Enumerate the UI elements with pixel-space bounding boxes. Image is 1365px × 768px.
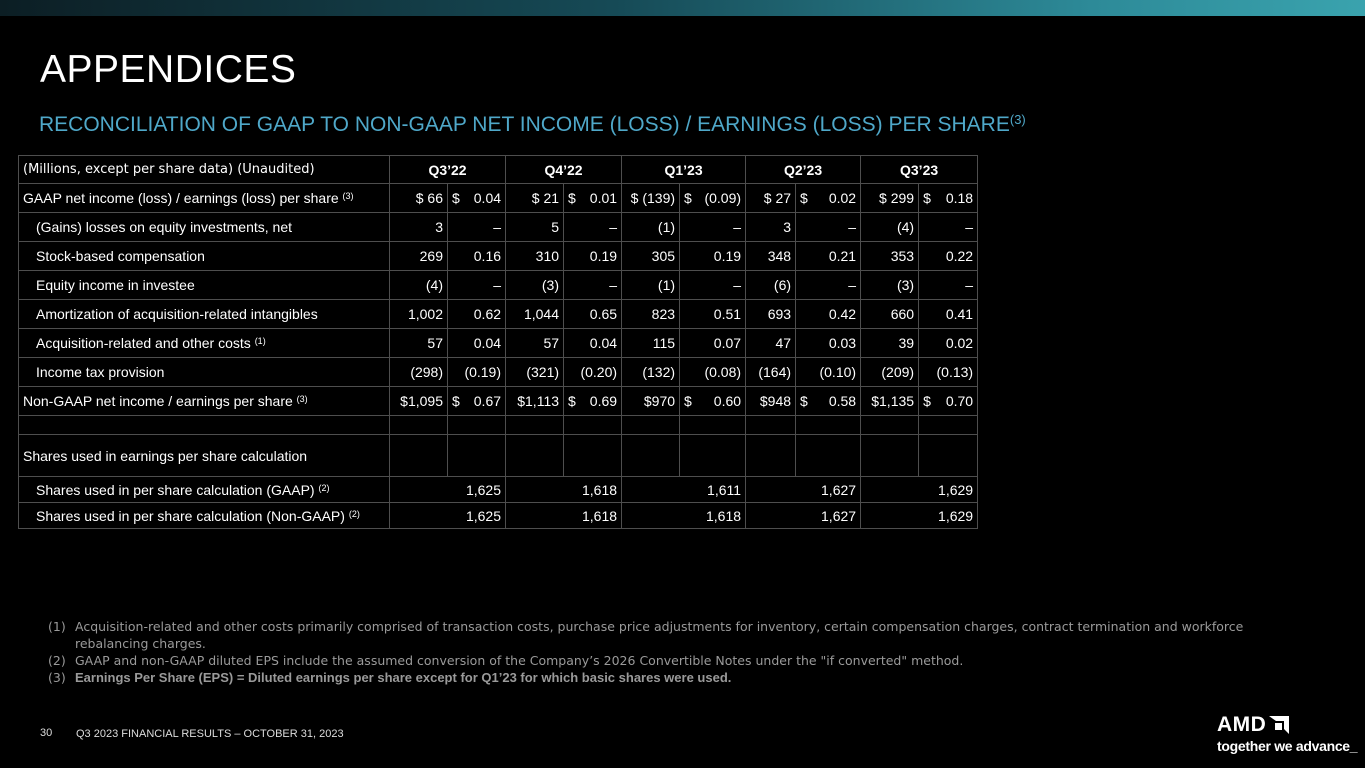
amount-cell: 115 <box>622 329 680 358</box>
shares-heading-row <box>19 435 978 477</box>
eps-value: 0.02 <box>945 335 974 351</box>
amount-cell: (321) <box>506 358 564 387</box>
eps-value: – <box>848 277 857 293</box>
eps-value: 0.69 <box>589 393 618 409</box>
row-label-text: (Gains) losses on equity investments, net <box>36 219 293 235</box>
amd-logo <box>1217 713 1358 754</box>
shares-value: 1,625 <box>390 503 506 529</box>
footnote-ref: (2) <box>348 508 360 519</box>
row-label <box>19 271 390 300</box>
currency-symbol: $ <box>568 393 576 409</box>
empty-cell <box>796 435 861 477</box>
eps-cell <box>919 329 978 358</box>
eps-value: – <box>965 219 974 235</box>
amount-cell: (6) <box>746 271 796 300</box>
amd-arrow-icon <box>1269 716 1289 734</box>
row-label-text: Amortization of acquisition-related intangibles <box>36 306 318 322</box>
eps-cell <box>796 300 861 329</box>
eps-value: (0.08) <box>704 364 742 380</box>
empty-cell <box>796 416 861 435</box>
eps-cell <box>564 213 622 242</box>
eps-value: – <box>493 277 502 293</box>
amount-cell: (4) <box>861 213 919 242</box>
row-label <box>19 213 390 242</box>
shares-value: 1,629 <box>861 477 978 503</box>
shares-row <box>19 503 978 529</box>
eps-cell <box>564 271 622 300</box>
amount-cell: $1,095 <box>390 387 448 416</box>
amount-cell: 39 <box>861 329 919 358</box>
table-row <box>19 271 978 300</box>
currency-symbol: $ <box>923 393 931 409</box>
empty-cell <box>390 416 448 435</box>
amount-cell: (132) <box>622 358 680 387</box>
amount-cell: 305 <box>622 242 680 271</box>
eps-value: – <box>965 277 974 293</box>
eps-value: – <box>609 219 618 235</box>
amount-cell: 1,044 <box>506 300 564 329</box>
row-label <box>19 300 390 329</box>
eps-cell <box>796 242 861 271</box>
empty-cell <box>448 416 506 435</box>
eps-cell <box>680 387 746 416</box>
reconciliation-table <box>18 155 978 529</box>
eps-value: 0.19 <box>713 248 742 264</box>
eps-value: 0.42 <box>828 306 857 322</box>
empty-cell <box>19 416 390 435</box>
currency-symbol: $ <box>800 190 808 206</box>
eps-value: 0.03 <box>828 335 857 351</box>
eps-value: (0.09) <box>704 190 742 206</box>
shares-heading: Shares used in earnings per share calculation <box>19 435 390 477</box>
shares-value: 1,629 <box>861 503 978 529</box>
empty-cell <box>564 435 622 477</box>
eps-cell <box>448 184 506 213</box>
amount-cell: 348 <box>746 242 796 271</box>
table-row <box>19 213 978 242</box>
table-row <box>19 184 978 213</box>
amount-cell: $ 21 <box>506 184 564 213</box>
eps-cell <box>680 242 746 271</box>
currency-symbol: $ <box>923 190 931 206</box>
row-label-text: Shares used in per share calculation (Non-GAAP) <box>36 507 345 524</box>
quarter-header: Q3’23 <box>861 156 978 184</box>
currency-symbol: $ <box>452 190 460 206</box>
eps-cell <box>919 358 978 387</box>
row-label <box>19 358 390 387</box>
amount-cell: $ 299 <box>861 184 919 213</box>
eps-value: 0.51 <box>713 306 742 322</box>
row-label <box>19 503 390 529</box>
footnote-number: (3) <box>48 670 66 685</box>
eps-cell <box>796 184 861 213</box>
eps-cell <box>448 300 506 329</box>
eps-cell <box>680 329 746 358</box>
subtitle-text: RECONCILIATION OF GAAP TO NON-GAAP NET INCOME (LOSS) / EARNINGS (LOSS) PER SHARE <box>39 113 1010 136</box>
eps-value: – <box>733 277 742 293</box>
empty-cell <box>746 416 796 435</box>
eps-value: – <box>493 219 502 235</box>
eps-cell <box>564 242 622 271</box>
amount-cell: 310 <box>506 242 564 271</box>
eps-cell <box>448 271 506 300</box>
quarter-header: Q2’23 <box>746 156 861 184</box>
table-row <box>19 329 978 358</box>
amount-cell: 660 <box>861 300 919 329</box>
amount-cell: 57 <box>506 329 564 358</box>
eps-cell <box>919 387 978 416</box>
row-label-text: Shares used in per share calculation (GAAP) <box>36 481 315 498</box>
eps-value: 0.67 <box>473 393 502 409</box>
footnote-ref: (1) <box>254 336 266 346</box>
eps-cell <box>796 271 861 300</box>
eps-cell <box>796 387 861 416</box>
row-label <box>19 242 390 271</box>
empty-cell <box>622 435 680 477</box>
table-row <box>19 358 978 387</box>
eps-cell <box>919 300 978 329</box>
amount-cell: (209) <box>861 358 919 387</box>
amount-cell: 693 <box>746 300 796 329</box>
eps-cell <box>448 329 506 358</box>
amount-cell: (3) <box>506 271 564 300</box>
amount-cell: 5 <box>506 213 564 242</box>
row-label-text: GAAP net income (loss) / earnings (loss) per share <box>23 190 339 206</box>
eps-cell <box>680 213 746 242</box>
footnote-text: GAAP and non-GAAP diluted EPS include the assumed conversion of the Company’s 2026 Convertible Notes under the "if converted" method. <box>75 653 964 668</box>
shares-value: 1,627 <box>746 503 861 529</box>
amount-cell: $ 66 <box>390 184 448 213</box>
amount-cell: $970 <box>622 387 680 416</box>
empty-cell <box>680 416 746 435</box>
eps-cell <box>919 184 978 213</box>
footnote-text: Earnings Per Share (EPS) = Diluted earnings per share except for Q1’23 for which basic shares were used. <box>75 670 732 685</box>
footnote-ref: (3) <box>296 394 308 404</box>
amount-cell: 353 <box>861 242 919 271</box>
eps-cell <box>919 213 978 242</box>
eps-value: – <box>733 219 742 235</box>
empty-cell <box>622 416 680 435</box>
eps-cell <box>448 242 506 271</box>
row-label <box>19 387 390 416</box>
empty-cell <box>861 416 919 435</box>
eps-cell <box>564 329 622 358</box>
eps-cell <box>796 329 861 358</box>
amount-cell: 269 <box>390 242 448 271</box>
eps-cell <box>796 358 861 387</box>
top-accent-bar <box>0 0 1365 16</box>
shares-value: 1,625 <box>390 477 506 503</box>
amount-cell: (298) <box>390 358 448 387</box>
shares-value: 1,618 <box>622 503 746 529</box>
quarter-header: Q4’22 <box>506 156 622 184</box>
shares-value: 1,611 <box>622 477 746 503</box>
amount-cell: (4) <box>390 271 448 300</box>
amount-cell: $1,135 <box>861 387 919 416</box>
eps-cell <box>564 300 622 329</box>
eps-value: (0.19) <box>464 364 502 380</box>
eps-value: 0.07 <box>713 335 742 351</box>
amount-cell: 823 <box>622 300 680 329</box>
footer-text: Q3 2023 FINANCIAL RESULTS – OCTOBER 31, 2023 <box>76 728 344 740</box>
footnote-ref: (3) <box>342 191 354 201</box>
amount-cell: 3 <box>746 213 796 242</box>
eps-cell <box>680 300 746 329</box>
page-title: APPENDICES <box>40 48 297 91</box>
eps-value: 0.16 <box>473 248 502 264</box>
row-label-text: Stock-based compensation <box>36 248 205 264</box>
eps-value: 0.01 <box>589 190 618 206</box>
eps-value: 0.02 <box>828 190 857 206</box>
currency-symbol: $ <box>684 190 692 206</box>
footnote <box>48 669 1288 686</box>
eps-value: (0.13) <box>936 364 974 380</box>
amount-cell: $ 27 <box>746 184 796 213</box>
footnote-number: (1) <box>48 619 66 634</box>
row-label <box>19 477 390 503</box>
eps-value: (0.10) <box>819 364 857 380</box>
table-row <box>19 300 978 329</box>
eps-value: (0.20) <box>580 364 618 380</box>
amount-cell: $948 <box>746 387 796 416</box>
amount-cell: 1,002 <box>390 300 448 329</box>
amount-cell: $1,113 <box>506 387 564 416</box>
currency-symbol: $ <box>684 393 692 409</box>
logo-mark <box>1217 714 1317 736</box>
eps-value: 0.04 <box>473 190 502 206</box>
amount-cell: 57 <box>390 329 448 358</box>
spacer-row <box>19 416 978 435</box>
empty-cell <box>919 435 978 477</box>
eps-value: – <box>609 277 618 293</box>
empty-cell <box>861 435 919 477</box>
eps-value: 0.04 <box>473 335 502 351</box>
eps-cell <box>564 387 622 416</box>
quarter-header: Q1’23 <box>622 156 746 184</box>
empty-cell <box>448 435 506 477</box>
page-number: 30 <box>40 727 53 739</box>
currency-symbol: $ <box>568 190 576 206</box>
eps-value: 0.21 <box>828 248 857 264</box>
eps-value: 0.70 <box>945 393 974 409</box>
logo-wordmark: AMD <box>1217 713 1267 736</box>
eps-value: 0.58 <box>828 393 857 409</box>
eps-cell <box>919 271 978 300</box>
shares-value: 1,618 <box>506 503 622 529</box>
shares-value: 1,627 <box>746 477 861 503</box>
eps-cell <box>680 271 746 300</box>
logo-tagline: together we advance_ <box>1217 738 1358 754</box>
footnote-number: (2) <box>48 653 66 668</box>
eps-value: 0.22 <box>945 248 974 264</box>
row-label-text: Income tax provision <box>36 364 165 380</box>
eps-cell <box>680 184 746 213</box>
row-label <box>19 329 390 358</box>
eps-value: 0.65 <box>589 306 618 322</box>
eps-value: 0.41 <box>945 306 974 322</box>
eps-value: 0.62 <box>473 306 502 322</box>
eps-value: – <box>848 219 857 235</box>
shares-value: 1,618 <box>506 477 622 503</box>
eps-cell <box>680 358 746 387</box>
row-label-text: Non-GAAP net income / earnings per share <box>23 393 293 409</box>
eps-cell <box>796 213 861 242</box>
amount-cell: (1) <box>622 271 680 300</box>
quarter-header: Q3’22 <box>390 156 506 184</box>
footnote <box>48 652 1288 669</box>
currency-symbol: $ <box>452 393 460 409</box>
shares-row <box>19 477 978 503</box>
eps-value: 0.04 <box>589 335 618 351</box>
empty-cell <box>746 435 796 477</box>
table-body <box>19 184 978 529</box>
eps-cell <box>564 184 622 213</box>
eps-cell <box>448 213 506 242</box>
row-label <box>19 184 390 213</box>
eps-cell <box>919 242 978 271</box>
amount-cell: 47 <box>746 329 796 358</box>
eps-value: 0.19 <box>589 248 618 264</box>
amount-cell: 3 <box>390 213 448 242</box>
amount-cell: (1) <box>622 213 680 242</box>
eps-cell <box>564 358 622 387</box>
footnote-text: Acquisition-related and other costs primarily comprised of transaction costs, purchase price adjustments for inventory, certain compensation charges, contract termination and workforce rebalancing charges. <box>75 619 1244 651</box>
eps-cell <box>448 358 506 387</box>
footnote-ref: (2) <box>318 482 330 493</box>
empty-cell <box>390 435 448 477</box>
currency-symbol: $ <box>800 393 808 409</box>
amount-cell: (164) <box>746 358 796 387</box>
empty-cell <box>564 416 622 435</box>
empty-cell <box>506 416 564 435</box>
table-row <box>19 242 978 271</box>
subtitle-footnote-ref: (3) <box>1009 112 1026 127</box>
table-header-label: (Millions, except per share data) (Unaudited) <box>19 156 390 184</box>
footnotes <box>48 618 1288 686</box>
table-row <box>19 387 978 416</box>
page-subtitle <box>39 112 1026 137</box>
eps-cell <box>448 387 506 416</box>
eps-value: 0.60 <box>713 393 742 409</box>
empty-cell <box>919 416 978 435</box>
eps-value: 0.18 <box>945 190 974 206</box>
amount-cell: (3) <box>861 271 919 300</box>
footnote <box>48 618 1288 652</box>
empty-cell <box>506 435 564 477</box>
row-label-text: Acquisition-related and other costs <box>36 335 251 351</box>
table-header-row <box>19 156 978 184</box>
empty-cell <box>680 435 746 477</box>
row-label-text: Equity income in investee <box>36 277 195 293</box>
amount-cell: $ (139) <box>622 184 680 213</box>
